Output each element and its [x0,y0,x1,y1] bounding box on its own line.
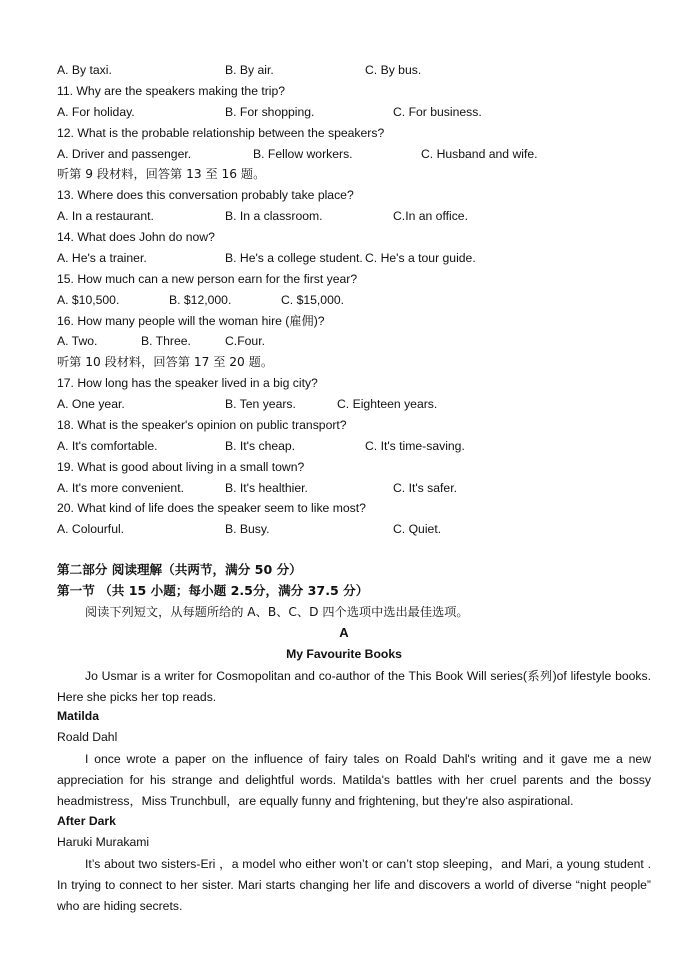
q16-option-b: B. Three. [141,334,191,348]
q19-question: 19. What is good about living in a small town? [57,460,305,474]
q14-option-a: A. He's a trainer. [57,251,147,265]
q16-option-c: C.Four. [225,334,265,348]
q10-option-b: B. By air. [225,63,274,77]
q17-option-b: B. Ten years. [225,397,296,411]
q17-option-c: C. Eighteen years. [337,397,438,411]
q18-option-a: A. It's comfortable. [57,439,158,453]
q20-option-a: A. Colourful. [57,522,125,536]
q18-option-c: C. It's time-saving. [365,439,465,453]
reading-instruction: 阅读下列短文，从每题所给的 A、B、C、D 四个选项中选出最佳选项。 [85,605,469,619]
q13-option-c: C.In an office. [393,209,468,223]
part-2-title: 第二部分 阅读理解（共两节，满分 50 分） [57,562,302,577]
q12-option-c: C. Husband and wife. [421,147,538,161]
q15-option-a: A. $10,500. [57,293,120,307]
q17-question: 17. How long has the speaker lived in a big city? [57,376,318,390]
q11-option-b: B. For shopping. [225,105,315,119]
intro-paragraph: Jo Usmar is a writer for Cosmopolitan and co-author of the This Book Will series(系列)of lifestyle books. Here she picks her top reads. [57,669,651,704]
q19-option-a: A. It's more convenient. [57,481,184,495]
q17-option-a: A. One year. [57,397,125,411]
q16-question: 16. How many people will the woman hire (雇佣)? [57,314,325,328]
q20-option-c: C. Quiet. [393,522,442,536]
section-9-heading: 听第 9 段材料，回答第 13 至 16 题。 [57,167,266,181]
passage-title: My Favourite Books [286,647,402,661]
q15-option-c: C. $15,000. [281,293,345,307]
q13-question: 13. Where does this conversation probably take place? [57,188,354,202]
q20-option-b: B. Busy. [225,522,270,536]
book-1-title: Matilda [57,709,99,723]
q12-question: 12. What is the probable relationship between the speakers? [57,126,385,140]
book-2-paragraph: It’s about two sisters-Eri ，a model who either won’t or can’t stop sleeping，and Mari, a young student . In trying to connect to her sister. Mari starts changing her life and discovers a world of diverse “night people” who are hiding secrets. [57,857,651,913]
section-1-title: 第一节 （共 15 小题；每小题 2.5分，满分 37.5 分） [57,583,369,598]
q19-option-b: B. It's healthier. [225,481,308,495]
book-2-author: Haruki Murakami [57,835,150,849]
section-10-heading: 听第 10 段材料，回答第 17 至 20 题。 [57,355,274,369]
q10-option-a: A. By taxi. [57,63,112,77]
q14-option-b: B. He's a college student. [225,251,363,265]
book-2-title: After Dark [57,814,116,828]
q18-option-b: B. It's cheap. [225,439,296,453]
q15-option-b: B. $12,000. [169,293,232,307]
book-1-paragraph: I once wrote a paper on the influence of fairy tales on Roald Dahl's writing and it gave me a new appreciation for his strange and delightful words. Matilda's battles with her cruel parents and the bossy headmistress，Miss Trunchbull，are equally funny and frightening, but they're also aspirational. [57,752,651,808]
q10-option-c: C. By bus. [365,63,422,77]
q19-option-c: C. It's safer. [393,481,457,495]
q11-option-a: A. For holiday. [57,105,135,119]
q20-question: 20. What kind of life does the speaker seem to like most? [57,501,366,515]
q13-option-b: B. In a classroom. [225,209,323,223]
q13-option-a: A. In a restaurant. [57,209,154,223]
q11-question: 11. Why are the speakers making the trip? [57,84,286,98]
q18-question: 18. What is the speaker's opinion on public transport? [57,418,347,432]
q14-question: 14. What does John do now? [57,230,215,244]
q11-option-c: C. For business. [393,105,482,119]
q12-option-a: A. Driver and passenger. [57,147,192,161]
q14-option-c: C. He's a tour guide. [365,251,476,265]
book-1-author: Roald Dahl [57,730,118,744]
passage-letter: A [339,625,349,640]
q16-option-a: A. Two. [57,334,98,348]
q12-option-b: B. Fellow workers. [253,147,353,161]
q15-question: 15. How much can a new person earn for the first year? [57,272,358,286]
